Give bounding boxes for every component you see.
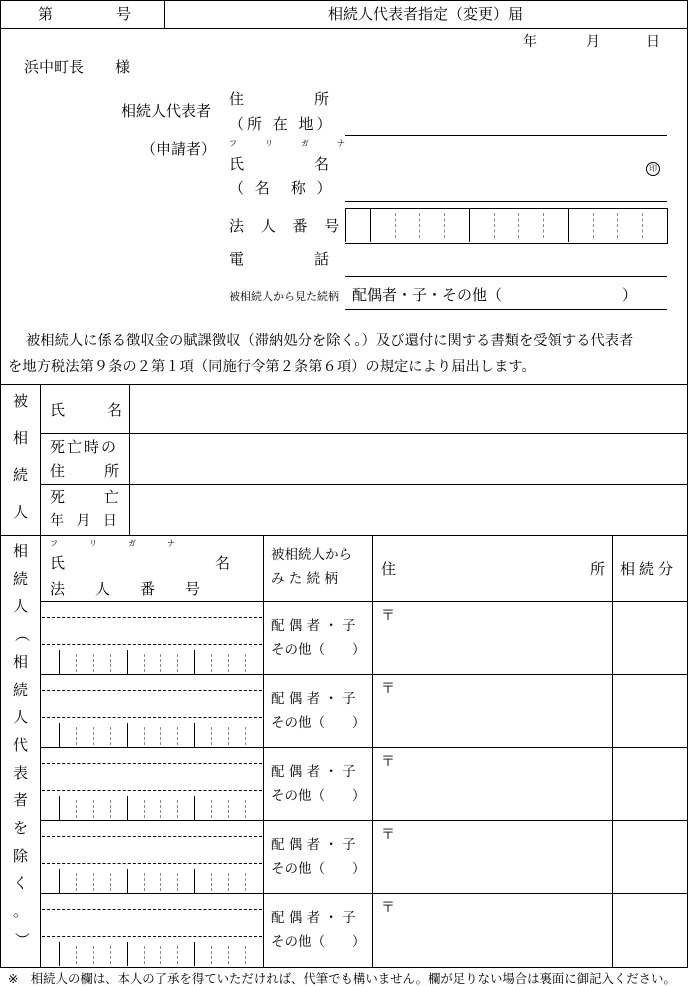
heir-postal-mark: 〒 (381, 608, 395, 624)
heirs-side-char: 除 (13, 847, 29, 865)
heir-postal-mark: 〒 (381, 827, 395, 843)
heirs-side-char: 続 (13, 681, 29, 699)
number-prefix: 第 (38, 5, 54, 23)
seal-mark-text: 印 (649, 164, 657, 173)
corp-number-divider (419, 213, 420, 238)
heir-corp-number-divider (245, 800, 246, 818)
heir-address-field[interactable] (373, 894, 612, 966)
corp-number-divider (395, 213, 396, 238)
heirs-header-furigana: フ リ ガ ナ (50, 539, 180, 548)
heirs-side-char: ） (13, 931, 32, 948)
heir-name-divider (42, 863, 262, 864)
decedent-name-label: 氏 名 (50, 401, 127, 419)
heir-corp-number-divider (59, 723, 60, 747)
heir-name-divider (42, 717, 262, 718)
heir-corp-number-field[interactable] (42, 647, 262, 673)
heir-furigana-divider (42, 836, 262, 837)
heir-relation-other[interactable]: その他（ ） (271, 715, 366, 731)
heir-corp-number-divider (93, 654, 94, 672)
heir-name-divider (42, 644, 262, 645)
heir-name-divider (42, 936, 262, 937)
applicant-name-line[interactable] (345, 201, 667, 202)
corp-number-divider (444, 213, 445, 238)
date-month-label: 月 (586, 34, 600, 50)
heir-corp-number-divider (127, 869, 128, 893)
heirs-header-address-right: 所 (590, 560, 606, 578)
applicant-phone-label: 電 話 (229, 250, 332, 268)
heir-corp-number-divider (76, 800, 77, 818)
heir-corp-number-divider (76, 727, 77, 745)
decedent-side-char: 人 (13, 503, 29, 521)
heir-corp-number-divider (127, 723, 128, 747)
heir-corp-number-divider (76, 946, 77, 964)
applicant-furigana-label: フ リ ガ ナ (229, 139, 349, 148)
heir-corp-number-divider (160, 946, 161, 964)
heirs-side-char: 人 (13, 597, 29, 615)
heir-postal-mark: 〒 (381, 754, 395, 770)
heir-corp-number-divider (110, 946, 111, 964)
heir-corp-number-divider (194, 723, 195, 747)
applicant-relation-value[interactable]: 配偶者・子・その他（ ） (352, 286, 638, 304)
decedent-death-label-1: 死 亡 (50, 488, 123, 506)
form-title: 相続人代表者指定（変更）届 (328, 5, 524, 23)
heir-corp-number-field[interactable] (42, 866, 262, 892)
heir-corp-number-divider (245, 873, 246, 891)
heirs-side-char: 。 (13, 902, 29, 920)
heir-corp-number-divider (110, 873, 111, 891)
heir-postal-mark: 〒 (381, 681, 395, 697)
heir-furigana-divider (42, 690, 262, 691)
heirs-header-relation-2: み た 続 柄 (271, 571, 338, 587)
statement-line-2: を地方税法第９条の２第１項（同施行令第２条第６項）の規定により届出します。 (8, 359, 536, 375)
heir-share-field[interactable] (613, 602, 687, 674)
heir-corp-number-divider (93, 873, 94, 891)
heir-corp-number-divider (59, 650, 60, 674)
heir-corp-number-divider (144, 727, 145, 745)
heir-relation-option[interactable]: 配 偶 者 ・ 子 (271, 910, 356, 926)
corp-number-divider (568, 209, 569, 242)
applicant-corp-number-boxes[interactable] (345, 208, 668, 244)
heir-relation-option[interactable]: 配 偶 者 ・ 子 (271, 764, 356, 780)
heir-corp-number-divider (127, 650, 128, 674)
heirs-side-char: 表 (13, 764, 29, 782)
decedent-side-char: 被 (13, 392, 29, 410)
heirs-header-corp-number: 法 人 番 号 (50, 580, 201, 598)
decedent-death-date-field[interactable] (130, 485, 687, 535)
applicant-name-sublabel: （ 名 称 ） (229, 179, 335, 197)
heir-corp-number-divider (177, 654, 178, 672)
heir-name-field[interactable] (42, 603, 262, 617)
heir-corp-number-divider (177, 946, 178, 964)
applicant-phone-line[interactable] (345, 276, 667, 277)
heir-relation-other[interactable]: その他（ ） (271, 788, 366, 804)
applicant-address-label: 住 所 (229, 90, 332, 108)
heir-corp-number-divider (228, 654, 229, 672)
seal-mark (646, 162, 660, 176)
addressee-name: 浜中町長 (24, 58, 85, 76)
heir-corp-number-divider (144, 800, 145, 818)
heir-postal-mark: 〒 (381, 900, 395, 916)
heirs-side-char: 人 (13, 708, 29, 726)
heir-corp-number-divider (194, 942, 195, 966)
decedent-side-char: 続 (13, 466, 29, 484)
statement-line-1: 被相続人に係る徴収金の賦課徴収（滞納処分を除く。）及び還付に関する書類を受領する代表者 (26, 333, 634, 349)
heir-relation-other[interactable]: その他（ ） (271, 861, 366, 877)
heir-corp-number-divider (110, 800, 111, 818)
heir-furigana-divider (42, 617, 262, 618)
heir-corp-number-divider (228, 946, 229, 964)
heir-share-field[interactable] (613, 675, 687, 747)
heir-address-field[interactable] (373, 602, 612, 674)
date-year-label: 年 (523, 34, 537, 50)
heir-share-field[interactable] (613, 821, 687, 893)
heir-corp-number-divider (127, 796, 128, 820)
heir-relation-option[interactable]: 配 偶 者 ・ 子 (271, 691, 356, 707)
heir-corp-number-divider (211, 727, 212, 745)
date-day-label: 日 (646, 34, 660, 50)
heirs-side-char: 相 (13, 542, 29, 560)
corp-number-divider (642, 213, 643, 238)
heir-corp-number-divider (245, 727, 246, 745)
heir-name-field[interactable] (42, 895, 262, 909)
corp-number-divider (593, 213, 594, 238)
heir-relation-option[interactable]: 配 偶 者 ・ 子 (271, 618, 356, 634)
heir-relation-other[interactable]: その他（ ） (271, 934, 366, 950)
heir-relation-option[interactable]: 配 偶 者 ・ 子 (271, 837, 356, 853)
heir-name-field[interactable] (42, 749, 262, 763)
heir-corp-number-divider (93, 727, 94, 745)
applicant-name-label: 氏 名 (229, 155, 332, 173)
heir-corp-number-divider (211, 800, 212, 818)
decedent-death-label-2: 年 月 日 (50, 513, 121, 529)
heirs-side-char: （ (13, 626, 32, 643)
heir-corp-number-divider (93, 800, 94, 818)
heir-name-field[interactable] (42, 822, 262, 836)
heir-furigana-divider (42, 763, 262, 764)
heir-name-field[interactable] (42, 676, 262, 690)
heir-corp-number-divider (76, 654, 77, 672)
corp-number-divider (518, 213, 519, 238)
heir-corp-number-divider (211, 654, 212, 672)
heirs-header-relation-1: 被相続人から (271, 547, 352, 563)
applicant-address-line[interactable] (345, 135, 667, 136)
corp-number-divider (345, 209, 346, 242)
heir-corp-number-divider (194, 869, 195, 893)
heir-corp-number-divider (110, 727, 111, 745)
applicant-corp-number-label: 法 人 番 号 (229, 217, 346, 235)
heir-corp-number-divider (59, 869, 60, 893)
heir-corp-number-divider (177, 873, 178, 891)
heir-corp-number-divider (211, 946, 212, 964)
heir-corp-number-divider (177, 727, 178, 745)
heir-corp-number-divider (59, 942, 60, 966)
heirs-side-char: 続 (13, 570, 29, 588)
heir-corp-number-divider (160, 654, 161, 672)
heir-corp-number-field[interactable] (42, 793, 262, 819)
heir-share-field[interactable] (613, 894, 687, 966)
heirs-side-char: 者 (13, 791, 29, 809)
heir-corp-number-divider (228, 800, 229, 818)
heir-share-field[interactable] (613, 748, 687, 820)
heirs-side-char: 相 (13, 653, 29, 671)
heir-corp-number-divider (59, 796, 60, 820)
heir-corp-number-divider (245, 654, 246, 672)
heir-corp-number-divider (144, 873, 145, 891)
heir-corp-number-divider (144, 654, 145, 672)
heir-corp-number-divider (110, 654, 111, 672)
corp-number-divider (494, 213, 495, 238)
footnote: ※ 相続人の欄は、本人の了承を得ていただければ、代筆でも構いません。欄が足りない場合は裏面に御記入ください。 (8, 971, 676, 986)
applicant-role-label: 相続人代表者 (121, 102, 212, 120)
heir-address-field[interactable] (373, 821, 612, 893)
heirs-header-address-left: 住 (381, 560, 397, 578)
applicant-relation-line (345, 309, 667, 310)
heir-address-field[interactable] (373, 748, 612, 820)
heir-relation-other[interactable]: その他（ ） (271, 642, 366, 658)
heir-corp-number-divider (127, 942, 128, 966)
heir-corp-number-divider (245, 946, 246, 964)
heir-corp-number-divider (228, 873, 229, 891)
heirs-side-char: を (13, 819, 29, 837)
corp-number-divider (543, 213, 544, 238)
number-suffix: 号 (116, 5, 132, 23)
applicant-role-sub: （申請者） (141, 140, 217, 158)
decedent-name-field[interactable] (130, 385, 687, 433)
heir-corp-number-divider (194, 796, 195, 820)
heir-corp-number-divider (76, 873, 77, 891)
heir-corp-number-divider (160, 873, 161, 891)
heir-furigana-divider (42, 909, 262, 910)
decedent-side-char: 相 (13, 429, 29, 447)
decedent-address-label-1: 死亡時の (50, 438, 119, 456)
heir-corp-number-divider (194, 650, 195, 674)
heir-corp-number-divider (177, 800, 178, 818)
decedent-address-label-2: 住 所 (50, 462, 123, 480)
heir-corp-number-divider (228, 727, 229, 745)
heir-corp-number-divider (144, 946, 145, 964)
heir-corp-number-field[interactable] (42, 720, 262, 746)
heir-corp-number-divider (160, 727, 161, 745)
heirs-side-char: 代 (13, 736, 29, 754)
heir-corp-number-divider (211, 873, 212, 891)
applicant-address-sublabel: （所 在 地） (229, 115, 335, 133)
decedent-address-field[interactable] (130, 434, 687, 484)
corp-number-divider (617, 213, 618, 238)
corp-number-divider (370, 209, 371, 242)
heirs-header-name: 氏 名 (50, 554, 231, 572)
heir-name-divider (42, 790, 262, 791)
heir-address-field[interactable] (373, 675, 612, 747)
heir-corp-number-divider (93, 946, 94, 964)
corp-number-divider (469, 209, 470, 242)
addressee-honorific: 様 (115, 58, 131, 76)
heir-corp-number-field[interactable] (42, 939, 262, 965)
heirs-header-share: 相続分 (620, 560, 678, 578)
heirs-side-char: く (13, 874, 29, 892)
applicant-relation-label: 被相続人から見た続柄 (229, 290, 339, 303)
heir-corp-number-divider (160, 800, 161, 818)
